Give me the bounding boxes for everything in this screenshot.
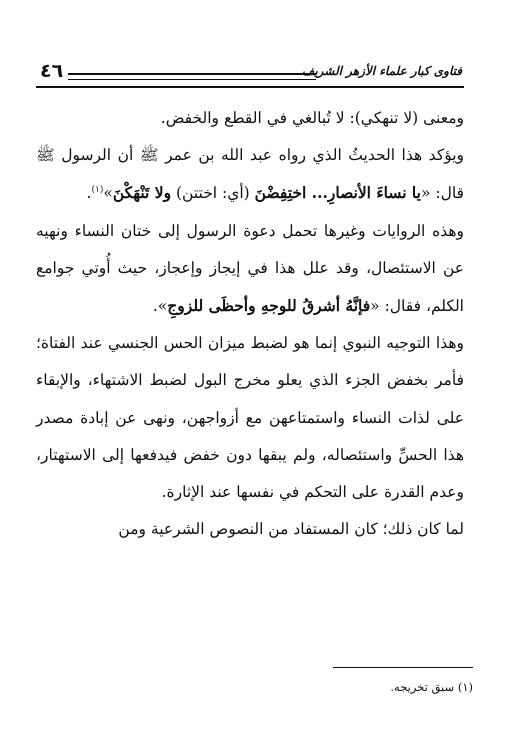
footnote-divider <box>333 667 473 668</box>
footnote: (١) سبق تخريجه. <box>390 680 473 694</box>
paragraph-3-text-a: وهذه الروايات وغيرها تحمل دعوة الرسول إلى ختان النساء ونهيه عن الاستئصال، وقد علل هذا في إيجاز وإعجاز، حيث أُوتي جوامع الكلم، فقال: « <box>36 221 464 316</box>
header-bottom-rule <box>36 86 464 88</box>
footnote-marker: (١) <box>91 185 104 196</box>
paragraph-4: وهذا التوجيه النبوي إنما هو لضبط ميزان الحس الجنسي عند الفتاة؛ فأمر بخفض الجزء الذي يعلو مخرج البول لضبط الاشتهاء، والإبقاء على لذات النساء واستمتاعهن مع أزواجهن، ونهى عن إبادة مصدر هذا الحسِّ واستئصاله، ولم يبقها دون خفض فيدفعها إلى الاستهتار، وعدم القدرة على التحكم في نفسها عند الإثارة. <box>36 334 464 502</box>
paragraph-1: ومعنى (لا تنهكي): لا تُبالغي في القطع والخفض. <box>160 109 464 127</box>
paragraph-2 <box>36 137 464 212</box>
paragraph-2-gloss: (أي: اختتن) <box>171 184 255 203</box>
page-header <box>36 60 464 88</box>
header-rule-thick <box>68 73 316 75</box>
hadith-quote-1: يا نساءَ الأنصارِ... اختِفِضْنَ <box>254 183 421 203</box>
hadith-quote-3: فإنَّهُ أشرقُ للوجهِ وأحظَى للزوجِ <box>167 296 371 316</box>
page-number: ٤٦ <box>40 60 64 82</box>
running-title: فتاوى كبار علماء الأزهر الشريف <box>301 64 462 78</box>
paragraph-3 <box>36 213 464 326</box>
paragraph-3-end: ». <box>152 297 168 316</box>
header-rule-thin <box>68 79 316 80</box>
quote-close: » <box>103 184 113 203</box>
paragraph-5: لما كان ذلك؛ كان المستفاد من النصوص الشرعية ومن <box>118 520 464 539</box>
body-text <box>36 100 464 548</box>
paragraph-2-text-a: ويؤكد هذا الحديثُ الذي رواه عبد الله بن عمر ﷺ أن الرسول ﷺ قال: « <box>36 146 464 203</box>
paragraph-2-end: . <box>86 184 92 203</box>
hadith-quote-2: ولا تَنْهَكْنَ <box>112 183 172 203</box>
